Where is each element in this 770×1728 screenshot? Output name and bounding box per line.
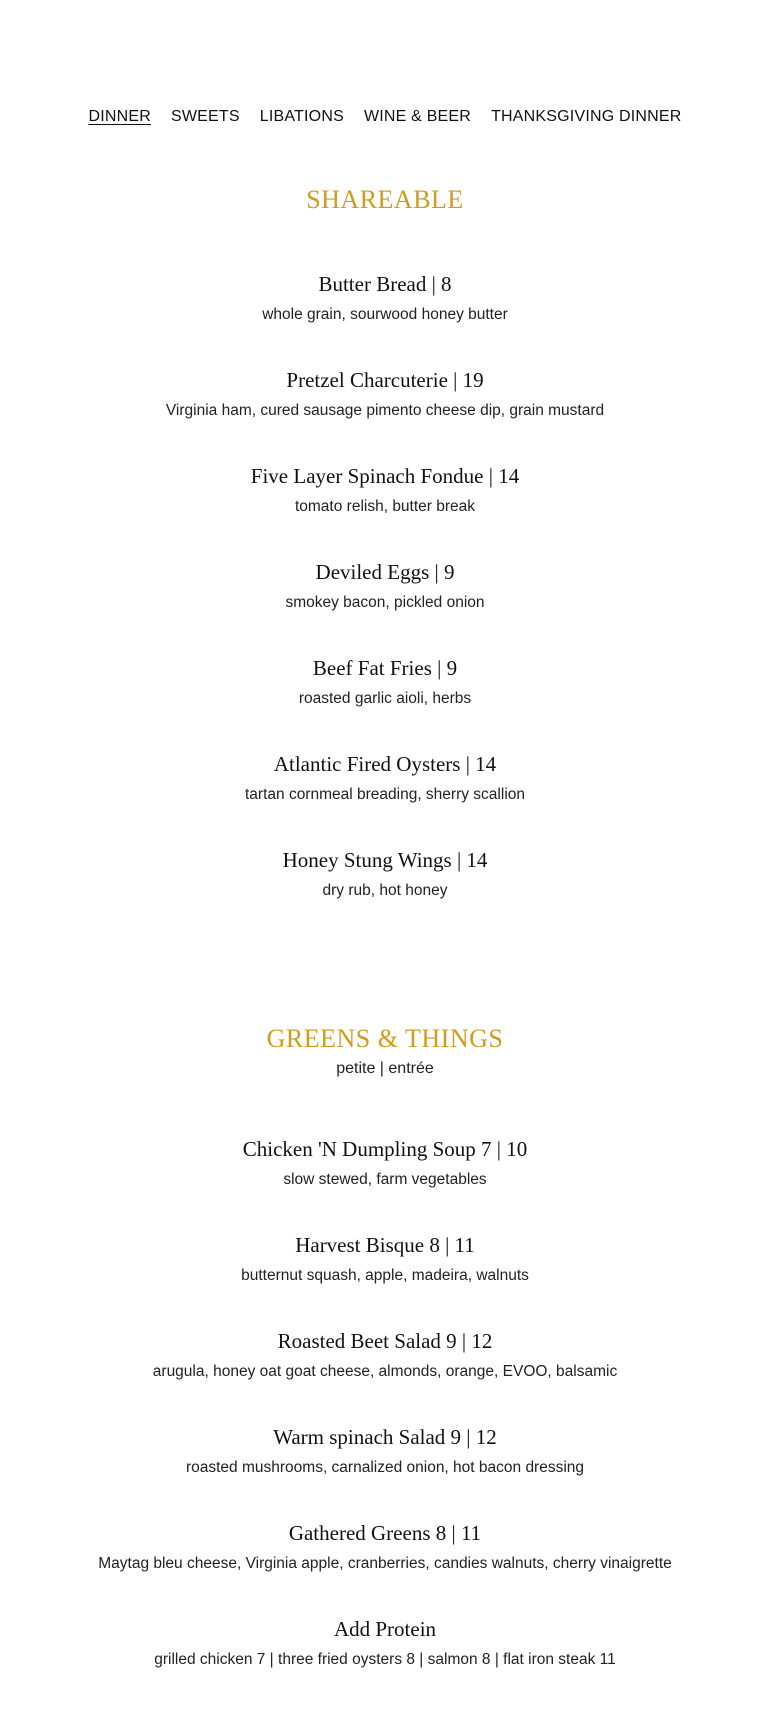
nav-dinner[interactable]: DINNER bbox=[88, 108, 151, 125]
menu-item-name: Gathered Greens 8 | 11 bbox=[288, 1521, 482, 1545]
nav-thanksgiving-dinner[interactable]: THANKSGIVING DINNER bbox=[491, 108, 682, 125]
menu-item bbox=[0, 1519, 770, 1575]
menu-item-description: roasted mushrooms, carnalized onion, hot bacon dressing bbox=[185, 1459, 585, 1476]
menu-item bbox=[0, 270, 770, 326]
menu-item-description: roasted garlic aioli, herbs bbox=[298, 690, 472, 707]
menu-item bbox=[0, 1423, 770, 1479]
menu-item bbox=[0, 654, 770, 710]
menu-item-name: Honey Stung Wings | 14 bbox=[282, 848, 488, 872]
menu-item bbox=[0, 462, 770, 518]
menu-item bbox=[0, 846, 770, 902]
nav-libations[interactable]: LIBATIONS bbox=[259, 108, 344, 125]
menu-item-description: arugula, honey oat goat cheese, almonds, orange, EVOO, balsamic bbox=[152, 1363, 618, 1380]
menu-item-name: Chicken 'N Dumpling Soup 7 | 10 bbox=[242, 1137, 528, 1161]
menu-item-name: Warm spinach Salad 9 | 12 bbox=[273, 1425, 497, 1449]
menu-item bbox=[0, 1135, 770, 1191]
menu-item-description: slow stewed, farm vegetables bbox=[283, 1171, 487, 1188]
greens-section-header bbox=[0, 1022, 770, 1080]
section-title-shareable: SHAREABLE bbox=[306, 185, 464, 214]
section-title-greens-and-things: GREENS & THINGS bbox=[266, 1024, 504, 1053]
nav-wine-and-beer[interactable]: WINE & BEER bbox=[363, 108, 472, 125]
menu-item-description: Virginia ham, cured sausage pimento cheese dip, grain mustard bbox=[165, 402, 605, 419]
menu-item bbox=[0, 1231, 770, 1287]
menu-item-name: Five Layer Spinach Fondue | 14 bbox=[250, 464, 520, 488]
menu-item bbox=[0, 1615, 770, 1671]
menu-item bbox=[0, 558, 770, 614]
menu-item-description: butternut squash, apple, madeira, walnuts bbox=[241, 1267, 529, 1284]
menu-item-name: Atlantic Fired Oysters | 14 bbox=[273, 752, 497, 776]
menu-item bbox=[0, 750, 770, 806]
menu-item-description: grilled chicken 7 | three fried oysters 8 | salmon 8 | flat iron steak 11 bbox=[154, 1651, 616, 1668]
menu-item-name: Butter Bread | 8 bbox=[318, 272, 452, 296]
menu-category-nav bbox=[0, 105, 770, 129]
menu-item-name: Add Protein bbox=[333, 1617, 437, 1641]
nav-sweets[interactable]: SWEETS bbox=[170, 108, 240, 125]
menu-item-description: tartan cornmeal breading, sherry scallion bbox=[245, 786, 525, 803]
menu-item-description: smokey bacon, pickled onion bbox=[285, 594, 485, 611]
menu-item-description: tomato relish, butter break bbox=[294, 498, 476, 515]
menu-item-name: Harvest Bisque 8 | 11 bbox=[295, 1233, 475, 1257]
menu-item-name: Roasted Beet Salad 9 | 12 bbox=[277, 1329, 493, 1353]
menu-item-name: Deviled Eggs | 9 bbox=[315, 560, 455, 584]
section-subtitle: petite | entrée bbox=[336, 1060, 434, 1077]
menu-item bbox=[0, 1327, 770, 1383]
menu-item-name: Pretzel Charcuterie | 19 bbox=[286, 368, 484, 392]
menu-item-description: dry rub, hot honey bbox=[322, 882, 448, 899]
menu-item-name: Beef Fat Fries | 9 bbox=[312, 656, 458, 680]
menu-item bbox=[0, 366, 770, 422]
menu-item-description: Maytag bleu cheese, Virginia apple, cranberries, candies walnuts, cherry vinaigrette bbox=[98, 1555, 672, 1572]
menu-item-description: whole grain, sourwood honey butter bbox=[262, 306, 508, 323]
shareable-section-header bbox=[0, 183, 770, 217]
